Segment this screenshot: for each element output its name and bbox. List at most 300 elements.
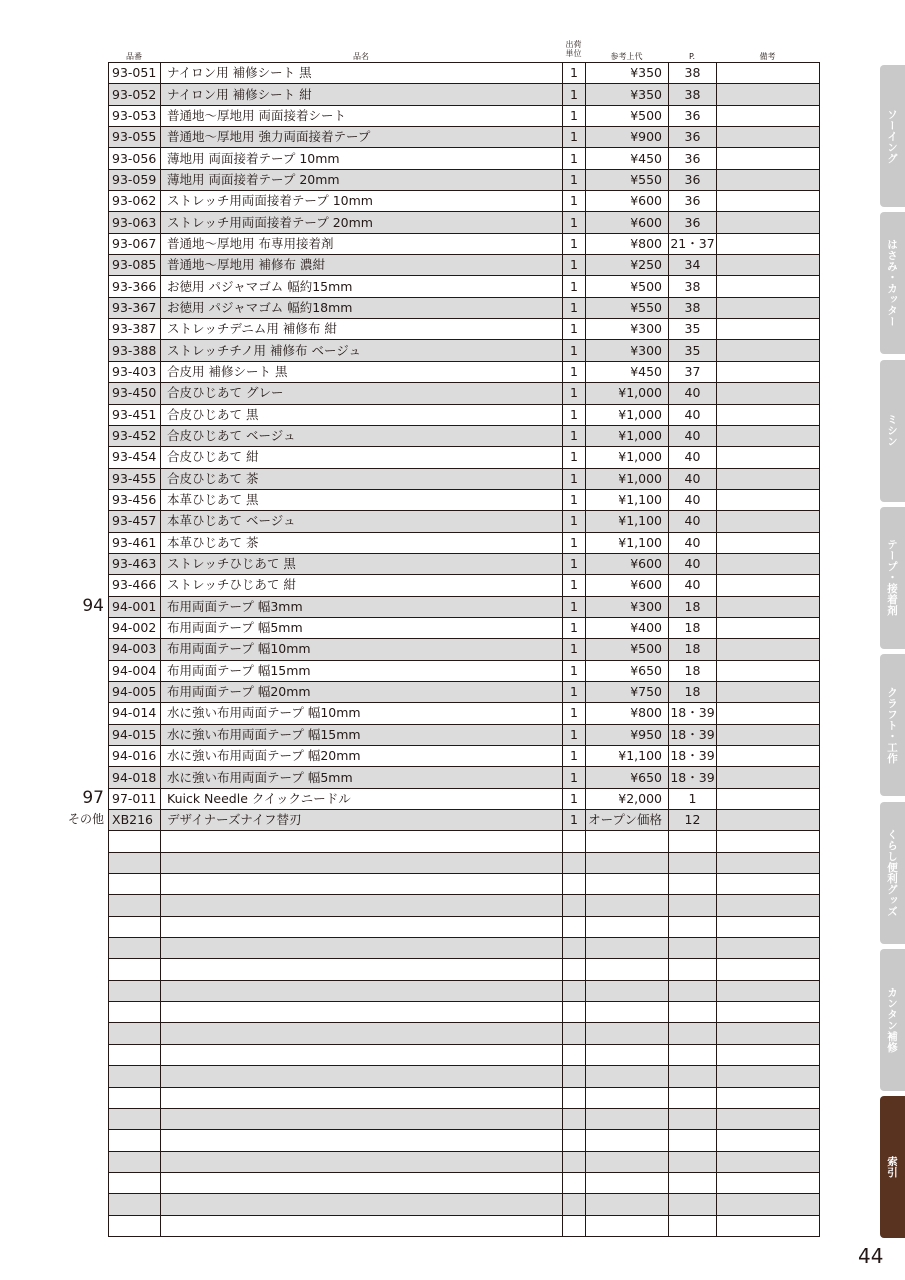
table-row	[109, 233, 820, 254]
cell-note	[717, 553, 820, 574]
cell-page: 18	[669, 681, 717, 702]
cell-page	[669, 1172, 717, 1193]
cell-price	[586, 1087, 669, 1108]
table-row	[109, 468, 820, 489]
cell-name	[161, 1023, 563, 1044]
cell-price: ¥1,100	[586, 489, 669, 510]
cell-name: 本革ひじあて 茶	[161, 532, 563, 553]
cell-price: ¥500	[586, 276, 669, 297]
cell-code: 97-011	[109, 788, 161, 809]
cell-name	[161, 959, 563, 980]
cell-code: 93-457	[109, 511, 161, 532]
cell-page	[669, 831, 717, 852]
cell-page: 35	[669, 340, 717, 361]
cell-code	[109, 831, 161, 852]
cell-price: ¥600	[586, 212, 669, 233]
table-row	[109, 511, 820, 532]
page-number: 44	[858, 1244, 884, 1268]
cell-note	[717, 852, 820, 873]
cell-page: 36	[669, 148, 717, 169]
cell-note	[717, 383, 820, 404]
cell-unit: 1	[563, 767, 586, 788]
cell-page: 38	[669, 276, 717, 297]
cell-name	[161, 1130, 563, 1151]
table-row	[109, 767, 820, 788]
cell-code	[109, 1002, 161, 1023]
cell-price	[586, 916, 669, 937]
cell-code: 93-452	[109, 425, 161, 446]
cell-price: ¥800	[586, 703, 669, 724]
cell-page: 18・39	[669, 724, 717, 745]
cell-unit: 1	[563, 212, 586, 233]
cell-page: 36	[669, 127, 717, 148]
cell-unit: 1	[563, 148, 586, 169]
cell-page	[669, 959, 717, 980]
cell-name: 水に強い布用両面テープ 幅15mm	[161, 724, 563, 745]
cell-unit: 1	[563, 639, 586, 660]
cell-code: 93-387	[109, 319, 161, 340]
cell-price: ¥1,100	[586, 532, 669, 553]
cell-page	[669, 1066, 717, 1087]
cell-note	[717, 703, 820, 724]
table-row	[109, 724, 820, 745]
table-row	[109, 169, 820, 190]
table-row	[109, 639, 820, 660]
cell-note	[717, 1172, 820, 1193]
cell-note	[717, 212, 820, 233]
cell-price: ¥500	[586, 105, 669, 126]
cell-note	[717, 532, 820, 553]
cell-code	[109, 1151, 161, 1172]
cell-price	[586, 1215, 669, 1236]
cell-page: 40	[669, 468, 717, 489]
cell-unit	[563, 1023, 586, 1044]
cell-page: 37	[669, 361, 717, 382]
cell-price: ¥250	[586, 255, 669, 276]
header-note: 備考	[759, 52, 776, 61]
cell-price: ¥300	[586, 596, 669, 617]
side-tab[interactable]	[880, 507, 905, 649]
table-row	[109, 425, 820, 446]
table-row	[109, 255, 820, 276]
cell-name: 普通地～厚地用 補修布 濃紺	[161, 255, 563, 276]
cell-unit: 1	[563, 255, 586, 276]
cell-name: 合皮ひじあて グレー	[161, 383, 563, 404]
cell-note	[717, 468, 820, 489]
cell-unit	[563, 916, 586, 937]
cell-name	[161, 874, 563, 895]
cell-note	[717, 575, 820, 596]
cell-note	[717, 810, 820, 831]
cell-code: 93-085	[109, 255, 161, 276]
cell-page: 34	[669, 255, 717, 276]
cell-note	[717, 1130, 820, 1151]
cell-code	[109, 1087, 161, 1108]
cell-note	[717, 511, 820, 532]
cell-note	[717, 1002, 820, 1023]
empty-row	[109, 831, 820, 852]
cell-note	[717, 895, 820, 916]
cell-unit: 1	[563, 105, 586, 126]
cell-code	[109, 874, 161, 895]
cell-code: 93-403	[109, 361, 161, 382]
cell-page: 36	[669, 212, 717, 233]
cell-name: ストレッチチノ用 補修布 ベージュ	[161, 340, 563, 361]
table-row	[109, 105, 820, 126]
empty-row	[109, 938, 820, 959]
side-tab-label: 索引	[886, 1156, 898, 1179]
cell-name	[161, 831, 563, 852]
cell-unit	[563, 1215, 586, 1236]
cell-price: ¥450	[586, 361, 669, 382]
cell-code	[109, 938, 161, 959]
cell-code: 93-056	[109, 148, 161, 169]
cell-code: 94-002	[109, 617, 161, 638]
cell-code: 93-466	[109, 575, 161, 596]
cell-price	[586, 980, 669, 1001]
cell-unit: 1	[563, 788, 586, 809]
side-tab-label: くらし便利グッズ	[886, 828, 898, 917]
cell-note	[717, 1066, 820, 1087]
table-row	[109, 276, 820, 297]
cell-note	[717, 404, 820, 425]
cell-price	[586, 1130, 669, 1151]
cell-unit: 1	[563, 511, 586, 532]
cell-code: 94-003	[109, 639, 161, 660]
side-tab-label: はさみ・カッター	[886, 239, 898, 328]
cell-note	[717, 831, 820, 852]
cell-note	[717, 233, 820, 254]
cell-page	[669, 895, 717, 916]
cell-name: 水に強い布用両面テープ 幅20mm	[161, 746, 563, 767]
cell-price: ¥650	[586, 660, 669, 681]
cell-note	[717, 1215, 820, 1236]
cell-unit	[563, 1066, 586, 1087]
cell-unit	[563, 980, 586, 1001]
empty-row	[109, 1215, 820, 1236]
cell-note	[717, 169, 820, 190]
cell-note	[717, 1194, 820, 1215]
side-tab[interactable]	[880, 654, 905, 796]
cell-page: 36	[669, 105, 717, 126]
cell-note	[717, 660, 820, 681]
cell-name: ストレッチ用両面接着テープ 10mm	[161, 191, 563, 212]
cell-unit: 1	[563, 468, 586, 489]
cell-code: 93-053	[109, 105, 161, 126]
cell-page: 40	[669, 447, 717, 468]
cell-name: 普通地～厚地用 両面接着シート	[161, 105, 563, 126]
cell-page	[669, 1215, 717, 1236]
table-row	[109, 319, 820, 340]
cell-note	[717, 938, 820, 959]
cell-name: 普通地～厚地用 強力両面接着テープ	[161, 127, 563, 148]
cell-name: 本革ひじあて 黒	[161, 489, 563, 510]
cell-unit	[563, 959, 586, 980]
cell-unit: 1	[563, 233, 586, 254]
cell-unit: 1	[563, 425, 586, 446]
table-header	[108, 40, 819, 62]
cell-unit: 1	[563, 810, 586, 831]
cell-price	[586, 1002, 669, 1023]
cell-name: 合皮ひじあて ベージュ	[161, 425, 563, 446]
cell-unit	[563, 1108, 586, 1129]
cell-price: ¥2,000	[586, 788, 669, 809]
table-row	[109, 575, 820, 596]
cell-code: 93-463	[109, 553, 161, 574]
cell-unit: 1	[563, 489, 586, 510]
cell-note	[717, 425, 820, 446]
empty-row	[109, 1044, 820, 1065]
cell-name: 合皮ひじあて 茶	[161, 468, 563, 489]
cell-page: 18・39	[669, 746, 717, 767]
cell-name: 布用両面テープ 幅10mm	[161, 639, 563, 660]
cell-unit: 1	[563, 319, 586, 340]
table-row	[109, 340, 820, 361]
cell-code: 93-059	[109, 169, 161, 190]
table-row	[109, 617, 820, 638]
cell-code: 93-455	[109, 468, 161, 489]
table-row	[109, 553, 820, 574]
cell-note	[717, 297, 820, 318]
cell-note	[717, 447, 820, 468]
cell-name: 普通地～厚地用 布専用接着剤	[161, 233, 563, 254]
cell-code: 94-004	[109, 660, 161, 681]
cell-page: 38	[669, 84, 717, 105]
cell-name: ナイロン用 補修シート 黒	[161, 63, 563, 84]
cell-code: XB216	[109, 810, 161, 831]
header-code: 品番	[126, 52, 142, 61]
cell-name: デザイナーズナイフ替刃	[161, 810, 563, 831]
cell-page	[669, 874, 717, 895]
empty-row	[109, 1002, 820, 1023]
empty-row	[109, 959, 820, 980]
cell-price	[586, 959, 669, 980]
cell-price	[586, 1044, 669, 1065]
cell-page: 12	[669, 810, 717, 831]
cell-page: 40	[669, 575, 717, 596]
cell-code	[109, 916, 161, 937]
cell-code: 94-005	[109, 681, 161, 702]
table-row	[109, 532, 820, 553]
cell-price: ¥750	[586, 681, 669, 702]
cell-price	[586, 1066, 669, 1087]
cell-code: 93-062	[109, 191, 161, 212]
cell-name	[161, 852, 563, 873]
cell-unit	[563, 1087, 586, 1108]
cell-page: 18	[669, 596, 717, 617]
cell-note	[717, 340, 820, 361]
cell-unit: 1	[563, 575, 586, 596]
cell-note	[717, 148, 820, 169]
side-tab-label: ソーイング	[886, 108, 898, 164]
cell-name: ストレッチひじあて 黒	[161, 553, 563, 574]
cell-price	[586, 852, 669, 873]
cell-name	[161, 1151, 563, 1172]
cell-unit: 1	[563, 63, 586, 84]
table-row	[109, 746, 820, 767]
cell-unit	[563, 1002, 586, 1023]
empty-row	[109, 1087, 820, 1108]
side-tab[interactable]	[880, 360, 905, 502]
cell-name	[161, 1087, 563, 1108]
cell-price: ¥350	[586, 63, 669, 84]
cell-unit	[563, 1194, 586, 1215]
cell-note	[717, 617, 820, 638]
cell-price: ¥600	[586, 553, 669, 574]
cell-unit: 1	[563, 703, 586, 724]
cell-page	[669, 1151, 717, 1172]
cell-price	[586, 831, 669, 852]
cell-code: 93-456	[109, 489, 161, 510]
cell-code: 93-051	[109, 63, 161, 84]
cell-name: お徳用 パジャマゴム 幅約18mm	[161, 297, 563, 318]
cell-unit	[563, 938, 586, 959]
cell-name: 布用両面テープ 幅20mm	[161, 681, 563, 702]
cell-page: 18	[669, 660, 717, 681]
cell-name	[161, 1044, 563, 1065]
section-label: 94	[82, 595, 104, 616]
cell-note	[717, 63, 820, 84]
cell-name: 薄地用 両面接着テープ 10mm	[161, 148, 563, 169]
cell-note	[717, 767, 820, 788]
cell-price: ¥1,000	[586, 468, 669, 489]
cell-code	[109, 1172, 161, 1193]
cell-name: 合皮ひじあて 黒	[161, 404, 563, 425]
cell-name	[161, 980, 563, 1001]
cell-page	[669, 916, 717, 937]
cell-unit: 1	[563, 596, 586, 617]
table-row	[109, 297, 820, 318]
cell-name: 薄地用 両面接着テープ 20mm	[161, 169, 563, 190]
cell-unit: 1	[563, 617, 586, 638]
cell-page: 38	[669, 63, 717, 84]
cell-price: ¥650	[586, 767, 669, 788]
cell-code	[109, 959, 161, 980]
side-tab-label: クラフト・工作	[886, 686, 898, 764]
empty-row	[109, 916, 820, 937]
empty-row	[109, 874, 820, 895]
cell-code	[109, 1108, 161, 1129]
cell-code: 93-450	[109, 383, 161, 404]
header-unit: 出荷 単位	[565, 40, 582, 58]
cell-name: 布用両面テープ 幅3mm	[161, 596, 563, 617]
cell-note	[717, 746, 820, 767]
cell-price: ¥600	[586, 191, 669, 212]
cell-name	[161, 1066, 563, 1087]
cell-price: ¥800	[586, 233, 669, 254]
cell-unit: 1	[563, 169, 586, 190]
cell-page: 40	[669, 404, 717, 425]
section-label: その他	[67, 812, 104, 827]
cell-code: 93-055	[109, 127, 161, 148]
cell-price: ¥1,100	[586, 746, 669, 767]
cell-code	[109, 1066, 161, 1087]
cell-note	[717, 1087, 820, 1108]
cell-unit: 1	[563, 532, 586, 553]
cell-price: ¥1,000	[586, 383, 669, 404]
cell-name: 布用両面テープ 幅15mm	[161, 660, 563, 681]
table-row	[109, 681, 820, 702]
cell-code: 93-461	[109, 532, 161, 553]
side-tab[interactable]	[880, 65, 905, 207]
cell-note	[717, 1023, 820, 1044]
cell-unit	[563, 874, 586, 895]
side-tab[interactable]	[880, 212, 905, 354]
cell-price: ¥350	[586, 84, 669, 105]
cell-code: 93-063	[109, 212, 161, 233]
cell-name: Kuick Needle クイックニードル	[161, 788, 563, 809]
cell-page: 38	[669, 297, 717, 318]
cell-price: ¥400	[586, 617, 669, 638]
cell-name	[161, 895, 563, 916]
empty-row	[109, 980, 820, 1001]
cell-page	[669, 1130, 717, 1151]
cell-name: お徳用 パジャマゴム 幅約15mm	[161, 276, 563, 297]
side-tab[interactable]	[880, 949, 905, 1091]
empty-row	[109, 1172, 820, 1193]
cell-price: ¥1,000	[586, 404, 669, 425]
cell-unit: 1	[563, 724, 586, 745]
cell-page	[669, 1087, 717, 1108]
cell-code: 93-366	[109, 276, 161, 297]
cell-price: ¥300	[586, 340, 669, 361]
cell-price: ¥600	[586, 575, 669, 596]
cell-unit: 1	[563, 553, 586, 574]
cell-name: ストレッチひじあて 紺	[161, 575, 563, 596]
cell-name	[161, 1002, 563, 1023]
table-row	[109, 148, 820, 169]
cell-code: 93-367	[109, 297, 161, 318]
table-row	[109, 489, 820, 510]
cell-unit	[563, 1130, 586, 1151]
side-tab-label: ミシン	[886, 414, 898, 448]
cell-note	[717, 319, 820, 340]
cell-price	[586, 874, 669, 895]
table-row	[109, 63, 820, 84]
cell-page: 21・37	[669, 233, 717, 254]
side-tab[interactable]	[880, 802, 905, 944]
cell-code	[109, 895, 161, 916]
cell-page	[669, 1023, 717, 1044]
cell-unit: 1	[563, 681, 586, 702]
cell-price: ¥450	[586, 148, 669, 169]
empty-row	[109, 895, 820, 916]
header-price: 参考上代	[610, 52, 643, 61]
cell-unit	[563, 1044, 586, 1065]
cell-unit: 1	[563, 340, 586, 361]
cell-price: ¥300	[586, 319, 669, 340]
cell-name: 水に強い布用両面テープ 幅5mm	[161, 767, 563, 788]
cell-page	[669, 1002, 717, 1023]
cell-note	[717, 724, 820, 745]
cell-code: 93-451	[109, 404, 161, 425]
table-row	[109, 660, 820, 681]
cell-unit	[563, 1172, 586, 1193]
cell-note	[717, 127, 820, 148]
table-row	[109, 703, 820, 724]
cell-price: ¥1,000	[586, 447, 669, 468]
empty-row	[109, 1151, 820, 1172]
cell-unit: 1	[563, 383, 586, 404]
cell-unit: 1	[563, 191, 586, 212]
cell-name	[161, 1215, 563, 1236]
side-tab[interactable]	[880, 1096, 905, 1238]
cell-unit: 1	[563, 404, 586, 425]
cell-note	[717, 681, 820, 702]
empty-row	[109, 1066, 820, 1087]
cell-code: 93-454	[109, 447, 161, 468]
cell-name: ナイロン用 補修シート 紺	[161, 84, 563, 105]
